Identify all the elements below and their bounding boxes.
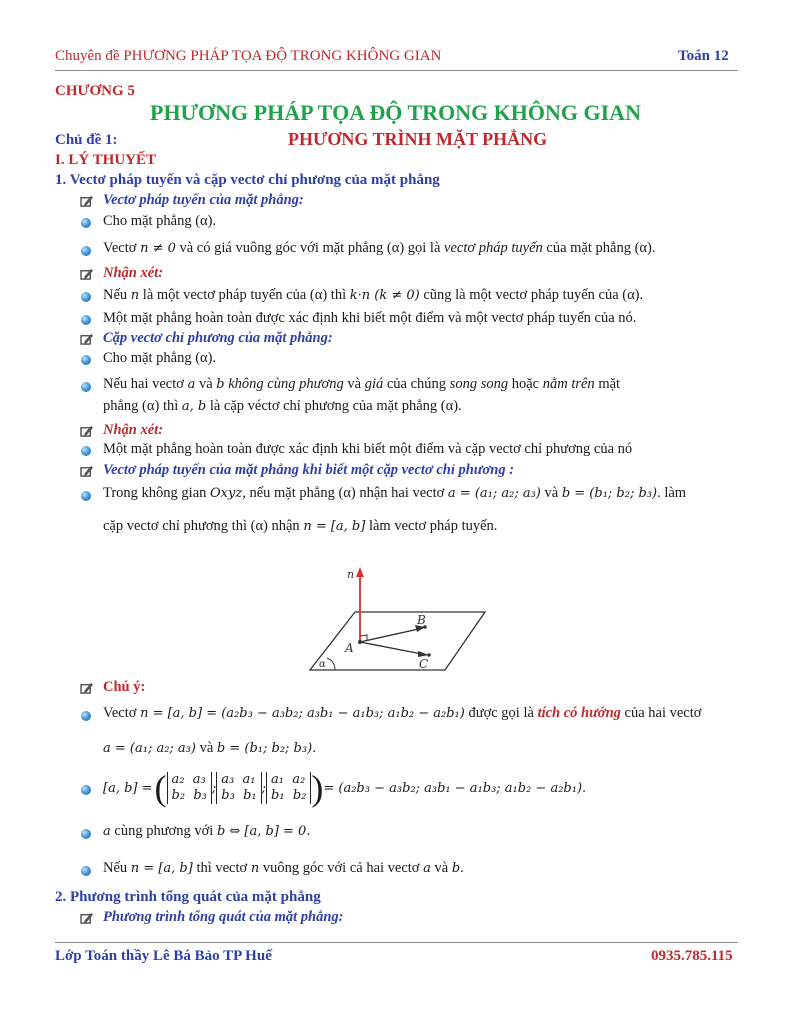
vector-ab <box>360 628 423 642</box>
text: là cặp véctơ chỉ phương của mặt phẳng (α). <box>209 398 462 414</box>
line-vector-coords <box>103 740 316 757</box>
text: vuông góc với cả hai vectơ <box>262 860 420 876</box>
text: của hai vectơ <box>624 705 702 721</box>
bullet-icon <box>81 446 91 456</box>
heading-general-equation: Phương trình tổng quát của mặt phẳng: <box>103 909 344 925</box>
determinant-group: a₂ a₃ b₂ b₃ ; a₃ a₁ b₃ b₁ ; a₁ a₂ b₁ b₂ <box>167 772 312 804</box>
text: . <box>460 860 464 876</box>
det-cell: a₁ <box>271 772 284 787</box>
text: và <box>544 485 559 501</box>
chapter-label: CHƯƠNG 5 <box>55 83 135 99</box>
det-cell: b₃ <box>193 788 207 803</box>
bullet-icon <box>81 218 91 228</box>
pen-icon <box>80 195 94 207</box>
topic-label: Chủ đề 1: <box>55 132 118 148</box>
bullet-icon <box>81 866 91 876</box>
text: Trong không gian <box>103 485 207 501</box>
math-n-nonzero: n ≠ 0 <box>140 241 176 256</box>
vector-ac <box>360 642 427 655</box>
math-b: b <box>451 861 461 876</box>
big-paren: ( <box>154 768 167 808</box>
text: nằm trên <box>542 376 595 392</box>
bullet-icon <box>81 382 91 392</box>
det-cell: b₁ <box>243 788 257 803</box>
math-kn: k·n (k ≠ 0) <box>349 288 420 303</box>
text: Vectơ <box>103 705 137 721</box>
text: phẳng (α) thì <box>103 398 179 414</box>
line-plane-determined: Một mặt phẳng hoàn toàn được xác định khi biết một điểm và một vectơ pháp tuyến của nó. <box>103 310 637 326</box>
text: . làm <box>657 485 687 501</box>
line-collinear <box>103 823 310 840</box>
subsection-heading: 1. Vectơ pháp tuyến và cặp vectơ chỉ phương của mặt phẳng <box>55 172 440 188</box>
header-divider <box>55 70 738 71</box>
normal-arrow-head <box>356 567 364 577</box>
text: thì vectơ <box>196 860 248 876</box>
text: của mặt phẳng (α). <box>546 240 656 256</box>
label-alpha: α <box>319 659 326 670</box>
line-cross-normal <box>103 518 497 535</box>
math-a-coords: a = (a₁; a₂; a₃) <box>103 741 196 756</box>
math-a-coords: a = (a₁; a₂; a₃) <box>447 486 541 501</box>
det-1 <box>167 772 212 804</box>
math-cross: [a, b] = <box>103 780 153 796</box>
footer-phone: 0935.785.115 <box>651 948 733 964</box>
text: làm vectơ pháp tuyến. <box>368 518 498 534</box>
math-n: n <box>250 861 260 876</box>
line-direction-pair <box>103 398 462 415</box>
header-subject: Toán 12 <box>678 48 729 64</box>
text: và có giá vuông góc với mặt phẳng (α) gọi là <box>179 240 441 256</box>
text: và <box>198 376 213 392</box>
math-oxyz: Oxyz <box>210 486 243 501</box>
math-n-cross: n = [a, b] <box>130 861 193 876</box>
bullet-icon <box>81 491 91 501</box>
det-3 <box>266 772 311 804</box>
text: cặp vectơ chỉ phương thì (α) nhận <box>103 518 300 534</box>
text: song song <box>449 376 509 392</box>
chapter-title: PHƯƠNG PHÁP TỌA ĐỘ TRONG KHÔNG GIAN <box>150 100 641 125</box>
heading-normal-from-pair: Vectơ pháp tuyến của mặt phẳng khi biết một cặp vectơ chỉ phương : <box>103 462 515 478</box>
det-cell: a₂ <box>292 772 306 787</box>
text: cùng phương với <box>114 823 214 839</box>
pen-icon <box>80 425 94 437</box>
det-cell: b₁ <box>271 788 285 803</box>
text: Vectơ <box>103 240 137 256</box>
det-cell: a₂ <box>171 772 185 787</box>
text: Nếu hai vectơ <box>103 376 184 392</box>
math-expanded: = (a₂b₃ − a₃b₂; a₃b₁ − a₁b₃; a₁b₂ − a₂b₁). <box>323 780 587 796</box>
line-normal-scale <box>103 287 643 304</box>
label-a: A <box>345 641 354 655</box>
point-a <box>358 640 362 644</box>
text: và <box>199 740 214 756</box>
heading-direction-vectors: Cặp vectơ chỉ phương của mặt phẳng: <box>103 330 333 346</box>
text: là một vectơ pháp tuyến của (α) thì <box>142 287 347 303</box>
line-perpendicular <box>103 860 464 877</box>
bullet-icon <box>81 315 91 325</box>
angle-arc <box>327 658 335 670</box>
math-b: b <box>216 377 225 392</box>
math-ab: a, b <box>181 399 207 414</box>
text: và <box>347 376 362 392</box>
subsection-heading-2: 2. Phương trình tổng quát của mặt phẳng <box>55 889 321 905</box>
pen-icon <box>80 333 94 345</box>
det-cell: b₂ <box>171 788 186 803</box>
plane-alpha-shape <box>310 612 485 670</box>
text: không cùng phương <box>228 376 344 392</box>
det-cell: b₃ <box>221 788 235 803</box>
text: giá <box>364 376 384 392</box>
topic-title: PHƯƠNG TRÌNH MẶT PHẲNG <box>288 129 548 149</box>
pen-icon <box>80 465 94 477</box>
pen-icon <box>80 682 94 694</box>
line-given-plane-2: Cho mặt phẳng (α). <box>103 350 217 366</box>
bullet-icon <box>81 246 91 256</box>
line-two-vectors <box>103 376 620 393</box>
text: hoặc <box>511 376 540 392</box>
det-cell: a₃ <box>192 772 206 787</box>
text: , nếu mặt phẳng (α) nhận hai vectơ <box>242 485 445 501</box>
section-heading: I. LÝ THUYẾT <box>55 152 157 168</box>
math-a: a <box>423 861 431 876</box>
text: và <box>434 860 449 876</box>
pen-icon <box>80 912 94 924</box>
line-normal-definition <box>103 240 655 257</box>
bullet-icon <box>81 292 91 302</box>
pen-icon <box>80 268 94 280</box>
line-plane-determined-2: Một mặt phẳng hoàn toàn được xác định khi biết một điểm và cặp vectơ chỉ phương của nó <box>103 441 633 457</box>
text: được gọi là <box>468 705 534 721</box>
term-normal-vector: vectơ pháp tuyến <box>444 240 543 256</box>
line-given-plane: Cho mặt phẳng (α). <box>103 213 217 229</box>
bullet-icon <box>81 711 91 721</box>
det-cell: a₃ <box>221 772 235 787</box>
math-a: a <box>103 824 111 839</box>
term-cross-product: tích có hướng <box>537 705 621 721</box>
det-2 <box>216 772 261 804</box>
math-b-coords: b = (b₁; b₂; b₃). <box>216 741 317 756</box>
remark-heading: Nhận xét: <box>103 265 164 281</box>
text: cũng là một vectơ pháp tuyến của (α). <box>423 287 644 303</box>
math-a: a <box>187 377 196 392</box>
footer-divider <box>55 942 738 943</box>
math-collinear: b ⇔ [a, b] = 0. <box>216 824 311 839</box>
det-cell: a₁ <box>242 772 256 787</box>
bullet-icon <box>81 355 91 365</box>
label-b: B <box>417 613 426 627</box>
plane-figure <box>305 562 490 674</box>
bullet-icon <box>81 785 91 795</box>
heading-normal-vector: Vectơ pháp tuyến của mặt phẳng: <box>103 192 304 208</box>
remark-heading-2: Nhận xét: <box>103 422 164 438</box>
line-cross-product <box>103 705 701 722</box>
note-heading: Chú ý: <box>103 679 146 695</box>
math-n-cross: n = [a, b] <box>303 519 366 534</box>
line-determinant <box>103 768 586 808</box>
bullet-icon <box>81 829 91 839</box>
math-cross-formula: n = [a, b] = (a₂b₃ − a₃b₂; a₃b₁ − a₁b₃; a₁b₂ − a₂b₁) <box>140 706 465 721</box>
footer-class: Lớp Toán thầy Lê Bá Bảo TP Huế <box>55 948 272 964</box>
text: của chúng <box>386 376 447 392</box>
line-oxyz <box>103 485 686 502</box>
math-n: n <box>130 288 140 303</box>
label-c: C <box>419 657 429 671</box>
det-cell: b₂ <box>292 788 307 803</box>
text: mặt <box>598 376 621 392</box>
big-paren: ) <box>311 768 324 808</box>
label-n: n <box>347 568 355 581</box>
math-b-coords: b = (b₁; b₂; b₃) <box>561 486 658 501</box>
text: Nếu <box>103 860 128 876</box>
header-title: Chuyên đề PHƯƠNG PHÁP TỌA ĐỘ TRONG KHÔNG GIAN <box>55 48 442 64</box>
text: Nếu <box>103 287 128 303</box>
